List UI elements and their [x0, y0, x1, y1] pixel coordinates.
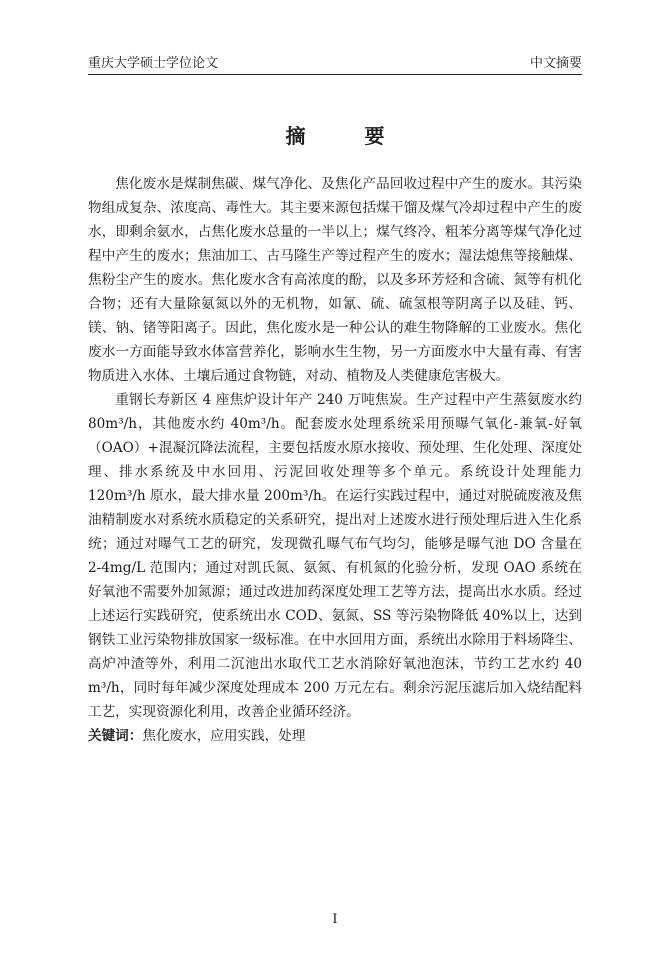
running-header-thesis-title: 重庆大学硕士学位论文: [88, 56, 219, 71]
abstract-paragraph-2: 重钢长寿新区 4 座焦炉设计年产 240 万吨焦炭。生产过程中产生蒸氨废水约 80m³/h，其他废水约 40m³/h。配套废水处理系统采用预曝气氧化-兼氧-好氧（OAO）+混凝沉降法流程，主要包括废水原水接收、预处理、生化处理、深度处理、排水系统及中水回用、污泥回收处理等多个单元。系统设计处理能力 120m³/h 原水，最大排水量 200m³/h。在运行实践过程中，通过对脱硫废液及焦油精制废水对系统水质稳定的关系研究，提出对上述废水进行预处理后进入生化系统；通过对曝气工艺的研究，发现微孔曝气布气均匀，能够是曝气池 DO 含量在 2-4mg/L 范围内；通过对凯氏氮、氨氮、有机氮的化验分析，发现 OAO 系统在好氧池不需要外加氮源；通过改进加药深度处理工艺等方法，提高出水水质。经过上述运行实践研究，使系统出水 COD、氨氮、SS 等污染物降低 40%以上，达到钢铁工业污染物排放国家一级标准。在中水回用方面，系统出水除用于料场降尘、高炉冲渣等外，利用二沉池出水取代工艺水消除好氧池泡沫，节约工艺水约 40 m³/h，同时每年减少深度处理成本 200 万元左右。剩余污泥压滤后加入烧结配料工艺，实现资源化利用，改善企业循环经济。: [88, 392, 582, 720]
keywords-label: 关键词：: [88, 728, 143, 744]
page-number: I: [332, 912, 338, 927]
running-header-section: 中文摘要: [529, 56, 582, 71]
abstract-title: 摘 要: [285, 124, 411, 148]
keywords-value: 焦化废水，应用实践，处理: [142, 728, 306, 744]
header-rule: [88, 74, 582, 75]
abstract-body: [88, 172, 582, 748]
keywords-line: [88, 724, 582, 748]
abstract-paragraph-1: 焦化废水是煤制焦碳、煤气净化、及焦化产品回收过程中产生的废水。其污染物组成复杂、浓度高、毒性大。其主要来源包括煤干馏及煤气冷却过程中产生的废水，即剩余氨水，占焦化废水总量的一半以上；煤气终冷、粗苯分离等煤气净化过程中产生的废水；焦油加工、古马隆生产等过程产生的废水；湿法熄焦等接触煤、焦粉尘产生的废水。焦化废水含有高浓度的酚，以及多环芳烃和含硫、氮等有机化合物；还有大量除氨氮以外的无机物，如氰、硫、硫氢根等阴离子以及硅、钙、镁、钠、锗等阳离子。因此，焦化废水是一种公认的难生物降解的工业废水。焦化废水一方面能导致水体富营养化，影响水生生物，另一方面废水中大量有毒、有害物质进入水体、土壤后通过食物链，对动、植物及人类健康危害极大。: [88, 176, 582, 384]
